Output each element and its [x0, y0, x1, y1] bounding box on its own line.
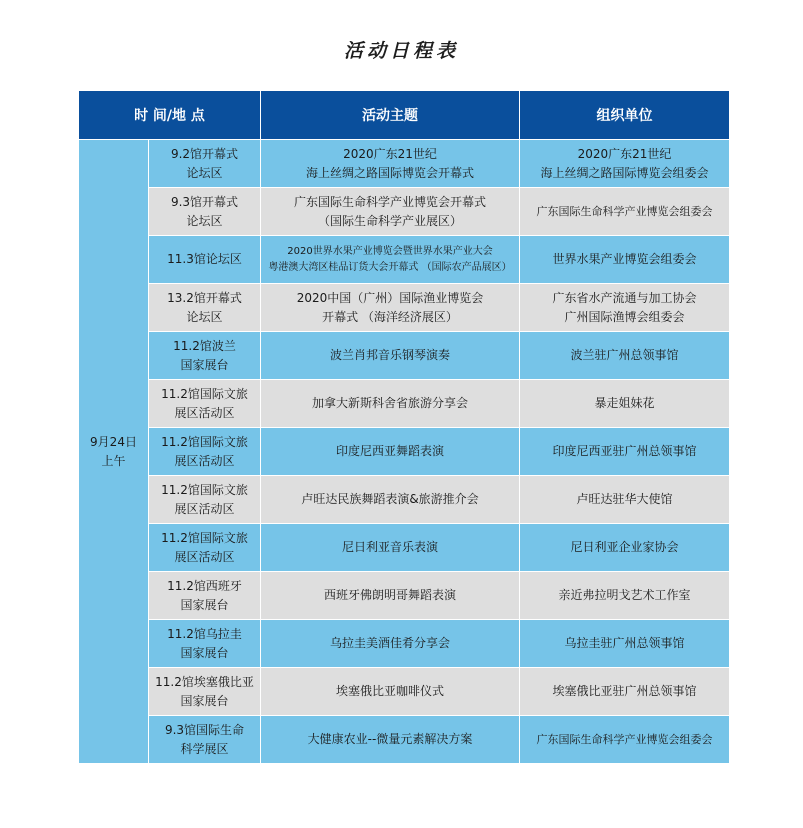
theme-cell — [261, 380, 520, 428]
cell-line: 11.2馆波兰 — [173, 338, 236, 353]
table-row — [79, 140, 730, 188]
cell-line: 展区活动区 — [174, 405, 235, 420]
cell-line: 展区活动区 — [174, 549, 235, 564]
header-row — [79, 91, 730, 140]
organizer-cell — [520, 332, 730, 380]
cell-line: 国家展台 — [180, 357, 229, 372]
cell-line: 9.2馆开幕式 — [170, 146, 239, 161]
theme-cell — [261, 524, 520, 572]
cell-line: 乌拉圭美酒佳肴分享会 — [329, 636, 450, 650]
header-time-location: 时 间/地 点 — [79, 91, 261, 140]
cell-line: 广东国际生命科学产业博览会组委会 — [536, 733, 713, 746]
theme-cell — [261, 716, 520, 764]
cell-line: 11.2馆西班牙 — [167, 578, 242, 593]
cell-line: 11.2馆国际文旅 — [161, 530, 248, 545]
cell-line: 11.2馆国际文旅 — [161, 386, 248, 401]
cell-line: 埃塞俄比亚咖啡仪式 — [335, 684, 444, 698]
organizer-cell — [520, 716, 730, 764]
cell-line: 尼日利亚音乐表演 — [341, 540, 438, 554]
cell-line: 11.2馆埃塞俄比亚 — [155, 674, 254, 689]
cell-line: 上午 — [101, 453, 126, 468]
organizer-cell — [520, 476, 730, 524]
theme-cell — [261, 332, 520, 380]
table-row — [79, 332, 730, 380]
cell-line: 展区活动区 — [174, 453, 235, 468]
cell-line: 暴走姐妹花 — [594, 396, 655, 410]
organizer-cell — [520, 140, 730, 188]
organizer-cell — [520, 572, 730, 620]
cell-line: 2020中国（广州）国际渔业博览会 — [296, 290, 484, 305]
organizer-cell — [520, 668, 730, 716]
cell-line: 9.3馆开幕式 — [170, 194, 239, 209]
theme-cell — [261, 188, 520, 236]
cell-line: 11.2馆国际文旅 — [161, 434, 248, 449]
cell-line: 13.2馆开幕式 — [167, 290, 242, 305]
theme-cell — [261, 140, 520, 188]
cell-line: 2020世界水果产业博览会暨世界水果产业大会 — [287, 245, 493, 257]
cell-line: 11.2馆乌拉圭 — [167, 626, 242, 641]
cell-line: 乌拉圭驻广州总领事馆 — [564, 636, 685, 650]
venue-cell — [149, 188, 261, 236]
theme-cell — [261, 236, 520, 284]
organizer-cell — [520, 188, 730, 236]
organizer-cell — [520, 380, 730, 428]
theme-cell — [261, 284, 520, 332]
cell-line: 9.3馆国际生命 — [164, 722, 245, 737]
cell-line: 2020广东21世纪 — [577, 146, 672, 161]
cell-line: 世界水果产业博览会组委会 — [552, 252, 697, 266]
cell-line: 11.2馆国际文旅 — [161, 482, 248, 497]
cell-line: 加拿大新斯科舍省旅游分享会 — [311, 396, 468, 410]
schedule-table — [78, 90, 730, 764]
venue-cell — [149, 524, 261, 572]
cell-line: 论坛区 — [186, 309, 223, 324]
cell-line: 大健康农业--微量元素解决方案 — [307, 732, 473, 746]
schedule-body — [79, 140, 730, 764]
cell-line: 印度尼西亚舞蹈表演 — [335, 444, 444, 458]
cell-line: 11.3馆论坛区 — [167, 252, 242, 266]
organizer-cell — [520, 620, 730, 668]
table-row — [79, 284, 730, 332]
organizer-cell — [520, 284, 730, 332]
venue-cell — [149, 476, 261, 524]
cell-line: 广东省水产流通与加工协会 — [552, 290, 697, 305]
table-row — [79, 428, 730, 476]
header-organizer: 组织单位 — [520, 91, 730, 140]
theme-cell — [261, 668, 520, 716]
table-row — [79, 476, 730, 524]
venue-cell — [149, 428, 261, 476]
cell-line: 展区活动区 — [174, 501, 235, 516]
cell-line: 9月24日 — [90, 434, 137, 449]
venue-cell — [149, 284, 261, 332]
cell-line: 论坛区 — [186, 165, 223, 180]
organizer-cell — [520, 524, 730, 572]
venue-cell — [149, 572, 261, 620]
cell-line: 海上丝绸之路国际博览会组委会 — [540, 165, 709, 180]
theme-cell — [261, 476, 520, 524]
venue-cell — [149, 332, 261, 380]
table-row — [79, 380, 730, 428]
cell-line: 广东国际生命科学产业博览会开幕式 — [293, 194, 486, 209]
cell-line: 国家展台 — [180, 597, 229, 612]
table-row — [79, 524, 730, 572]
cell-line: 2020广东21世纪 — [343, 146, 437, 161]
cell-line: （国际生命科学产业展区） — [317, 213, 462, 228]
cell-line: 海上丝绸之路国际博览会开幕式 — [305, 165, 474, 180]
cell-line: 国家展台 — [180, 645, 229, 660]
cell-line: 卢旺达民族舞蹈表演&旅游推介会 — [301, 492, 479, 506]
cell-line: 科学展区 — [180, 741, 229, 756]
cell-line: 广东国际生命科学产业博览会组委会 — [536, 205, 713, 218]
venue-cell — [149, 716, 261, 764]
table-row — [79, 668, 730, 716]
cell-line: 粤港澳大湾区桂品订货大会开幕式 （国际农产品展区） — [268, 261, 512, 273]
theme-cell — [261, 428, 520, 476]
cell-line: 卢旺达驻华大使馆 — [576, 492, 673, 506]
table-row — [79, 716, 730, 764]
venue-cell — [149, 140, 261, 188]
cell-line: 亲近弗拉明戈艺术工作室 — [558, 588, 691, 602]
cell-line: 埃塞俄比亚驻广州总领事馆 — [552, 684, 697, 698]
table-row — [79, 188, 730, 236]
venue-cell — [149, 620, 261, 668]
table-row — [79, 572, 730, 620]
cell-line: 波兰肖邦音乐钢琴演奏 — [329, 348, 450, 362]
theme-cell — [261, 620, 520, 668]
table-row — [79, 620, 730, 668]
page-title: 活动日程表 — [343, 40, 459, 62]
date-cell — [79, 140, 149, 764]
cell-line: 广州国际渔博会组委会 — [564, 309, 685, 324]
header-theme: 活动主题 — [261, 91, 520, 140]
venue-cell — [149, 236, 261, 284]
table-row — [79, 236, 730, 284]
cell-line: 波兰驻广州总领事馆 — [570, 348, 679, 362]
cell-line: 印度尼西亚驻广州总领事馆 — [552, 444, 697, 458]
venue-cell — [149, 380, 261, 428]
cell-line: 国家展台 — [180, 693, 229, 708]
cell-line: 尼日利亚企业家协会 — [570, 540, 679, 554]
theme-cell — [261, 572, 520, 620]
organizer-cell — [520, 428, 730, 476]
cell-line: 开幕式 （海洋经济展区） — [322, 309, 458, 324]
cell-line: 论坛区 — [186, 213, 223, 228]
organizer-cell — [520, 236, 730, 284]
venue-cell — [149, 668, 261, 716]
cell-line: 西班牙佛朗明哥舞蹈表演 — [323, 588, 456, 602]
